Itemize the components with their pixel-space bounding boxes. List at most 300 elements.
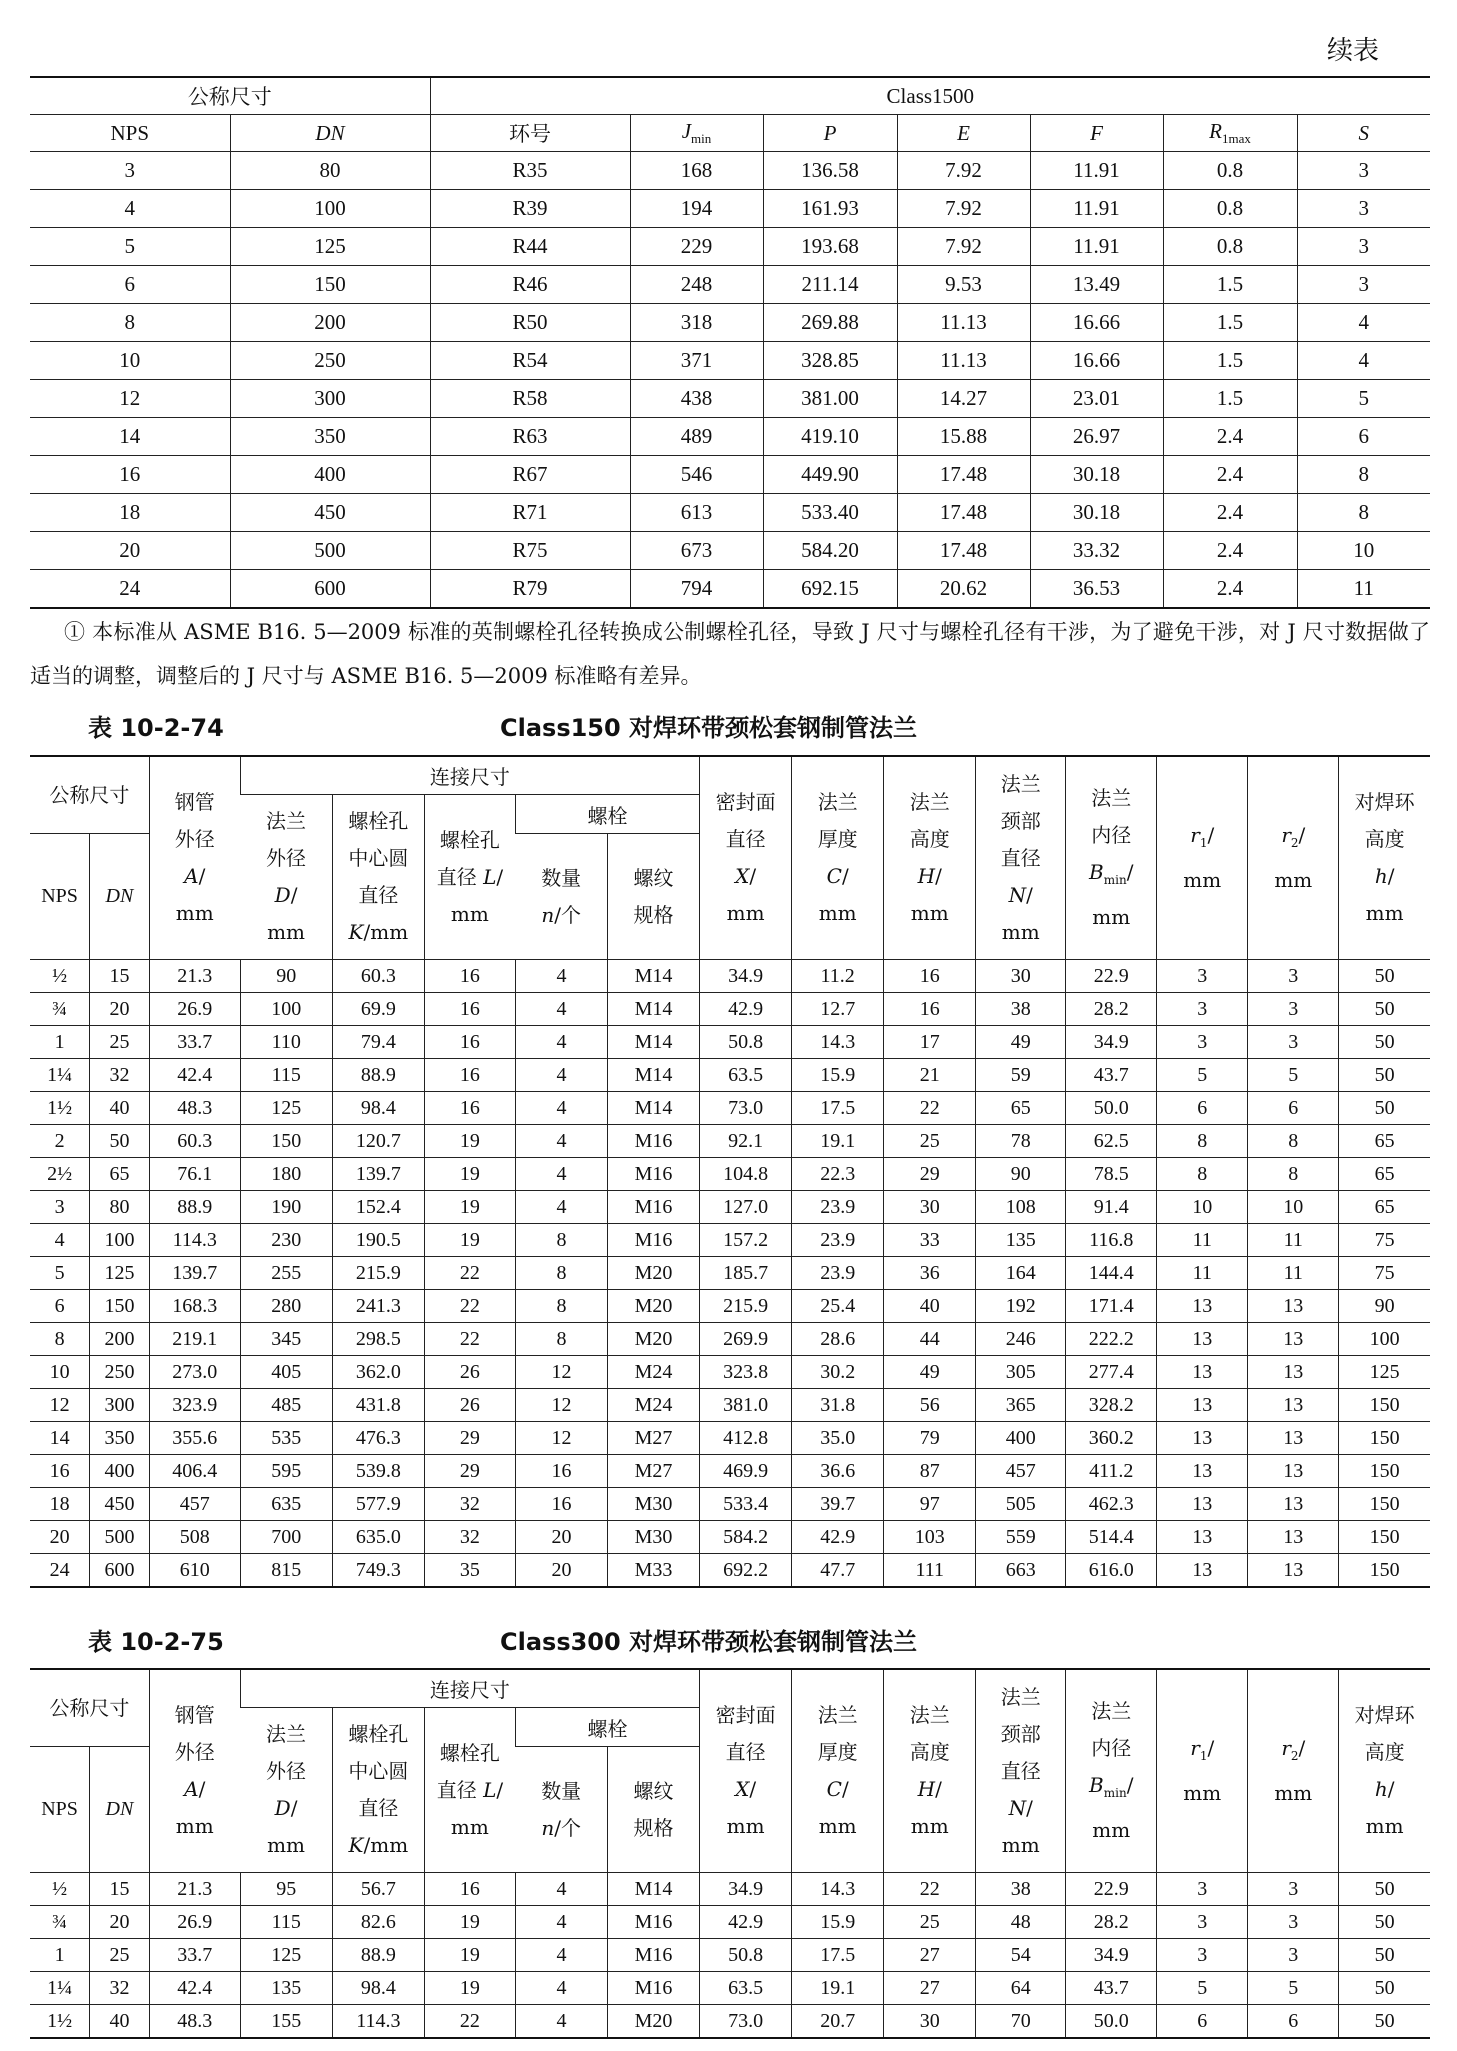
table-cell: 8 [1248,1158,1339,1191]
table-cell: M24 [607,1356,699,1389]
table-cell: 6 [1248,1092,1339,1125]
table-cell: 749.3 [332,1554,424,1588]
table-cell: M27 [607,1422,699,1455]
header-dn: DN [90,1747,150,1873]
table-cell: 17.5 [792,1939,884,1972]
table-cell: 63.5 [700,1972,792,2005]
header-neck: 法兰 颈部 直径 N/ mm [976,756,1066,960]
header-e: E [897,115,1030,152]
table-row [30,494,1430,532]
table-cell: 2.4 [1163,418,1297,456]
table-cell: 29 [424,1422,515,1455]
table-cell: ½ [30,1873,90,1906]
table-cell: M14 [607,1092,699,1125]
table-cell: 6 [1248,2005,1339,2039]
table-cell: 60.3 [332,960,424,993]
table-cell: 11.13 [897,304,1030,342]
table-cell: 305 [976,1356,1066,1389]
class1500-table [30,76,1430,609]
table-cell: 3 [1157,960,1248,993]
table-cell: 663 [976,1554,1066,1588]
table-cell: 8 [1297,456,1430,494]
table-cell: 350 [90,1422,150,1455]
table-cell: 3 [1248,960,1339,993]
table-cell: 11.91 [1030,228,1163,266]
header-seal-face: 密封面 直径 X/ mm [700,1669,792,1873]
table-cell: 16 [424,960,515,993]
table-cell: 13 [1248,1290,1339,1323]
table-cell: 13 [1248,1422,1339,1455]
table-cell: 500 [230,532,430,570]
header-bolt-qty: 数量 n/个 [515,1747,607,1873]
table-cell: ¾ [30,993,90,1026]
table-cell: 345 [240,1323,332,1356]
header-bolt-hole: 螺栓孔 直径 L/ mm [424,795,515,960]
table-cell: M16 [607,1906,699,1939]
table-cell: 171.4 [1066,1290,1157,1323]
table-cell: M20 [607,1257,699,1290]
table-cell: 500 [90,1521,150,1554]
table-cell: 180 [240,1158,332,1191]
table-number: 表 10-2-74 [88,714,224,742]
header-thickness: 法兰 厚度 C/ mm [792,756,884,960]
table-cell: 20 [30,1521,90,1554]
table-cell: 1 [30,1939,90,1972]
header-bolt: 螺栓 [515,1708,699,1747]
table-cell: 8 [1157,1125,1248,1158]
table-cell: R58 [430,380,630,418]
header-pipe-od: 钢管 外径 A/ mm [149,756,240,960]
table-cell: 16 [424,1092,515,1125]
table-row [30,1356,1430,1389]
table-cell: 616.0 [1066,1554,1157,1588]
header-seal-face: 密封面 直径 X/ mm [700,756,792,960]
table-cell: 222.2 [1066,1323,1157,1356]
table-cell: 230 [240,1224,332,1257]
table-cell: 600 [230,570,430,609]
table-cell: 10 [1248,1191,1339,1224]
table-row [30,1488,1430,1521]
table-cell: 610 [149,1554,240,1588]
table-cell: 8 [1297,494,1430,532]
table-cell: 16 [424,1873,515,1906]
table-cell: M20 [607,1323,699,1356]
table-cell: 2 [30,1125,90,1158]
table-cell: 200 [230,304,430,342]
table-cell: 23.9 [792,1224,884,1257]
table-cell: 25 [90,1026,150,1059]
table-row [30,304,1430,342]
table-cell: 135 [240,1972,332,2005]
table-cell: 34.9 [1066,1026,1157,1059]
table-cell: 20 [515,1554,607,1588]
table-cell: 157.2 [700,1224,792,1257]
table-cell: 365 [976,1389,1066,1422]
table-cell: 12 [30,380,230,418]
table-cell: R39 [430,190,630,228]
class1500-table-body [30,152,1430,609]
header-thread: 螺纹 规格 [607,1747,699,1873]
table-cell: 15 [90,1873,150,1906]
table-cell: 32 [424,1521,515,1554]
header-height: 法兰 高度 H/ mm [884,1669,976,1873]
table-cell: 150 [1339,1422,1430,1455]
table-cell: 36.53 [1030,570,1163,609]
table-cell: 4 [515,2005,607,2039]
table-cell: 19.1 [792,1972,884,2005]
table-cell: 381.0 [700,1389,792,1422]
table-cell: 22 [424,2005,515,2039]
table-cell: M33 [607,1554,699,1588]
table-cell: 17.48 [897,532,1030,570]
table-cell: 23.01 [1030,380,1163,418]
table-cell: 20 [515,1521,607,1554]
table-cell: 17 [884,1026,976,1059]
table-cell: 14.27 [897,380,1030,418]
table-cell: 300 [90,1389,150,1422]
table-cell: 8 [1248,1125,1339,1158]
table-cell: 12 [515,1389,607,1422]
table-cell: 27 [884,1939,976,1972]
table-cell: 100 [90,1224,150,1257]
header-bolt-circle: 螺栓孔 中心圆 直径 K/mm [332,1708,424,1873]
table-cell: 13 [1157,1455,1248,1488]
table-cell: 438 [630,380,763,418]
header-bolt-hole: 螺栓孔 直径 L/ mm [424,1708,515,1873]
table-cell: 412.8 [700,1422,792,1455]
table-cell: 98.4 [332,1092,424,1125]
table-cell: 449.90 [763,456,897,494]
table-cell: 3 [1297,190,1430,228]
table-row [30,1455,1430,1488]
table-cell: 6 [1157,2005,1248,2039]
table-cell: 273.0 [149,1356,240,1389]
table-cell: 11 [1248,1257,1339,1290]
table-cell: 29 [884,1158,976,1191]
table-cell: R54 [430,342,630,380]
table-cell: 80 [230,152,430,190]
table-cell: 514.4 [1066,1521,1157,1554]
table-cell: 30 [884,1191,976,1224]
table-cell: 150 [240,1125,332,1158]
table-cell: 25.4 [792,1290,884,1323]
table-cell: 4 [515,1972,607,2005]
table-cell: 82.6 [332,1906,424,1939]
table-cell: 692.2 [700,1554,792,1588]
table-cell: 1¼ [30,1059,90,1092]
table-cell: 50 [1339,1026,1430,1059]
table-cell: 4 [515,1873,607,1906]
header-r1max: $R_{1max}$ [1163,115,1297,152]
table-cell: 5 [30,228,230,266]
table-cell: 64 [976,1972,1066,2005]
table-cell: M27 [607,1455,699,1488]
table-cell: 2.4 [1163,456,1297,494]
table-cell: 1¼ [30,1972,90,2005]
table-cell: 3 [1297,228,1430,266]
table-cell: 22 [424,1290,515,1323]
table-row [30,1906,1430,1939]
table-cell: 19.1 [792,1125,884,1158]
table-cell: R44 [430,228,630,266]
table-cell: 18 [30,494,230,532]
table-cell: M16 [607,1939,699,1972]
table-cell: 50 [90,1125,150,1158]
table-cell: 5 [1248,1972,1339,2005]
table-cell: 298.5 [332,1323,424,1356]
table-cell: 300 [230,380,430,418]
table-cell: 150 [1339,1455,1430,1488]
table-cell: 4 [515,1158,607,1191]
table-cell: 34.9 [700,960,792,993]
table-cell: 30 [976,960,1066,993]
table-cell: 43.7 [1066,1972,1157,2005]
table-cell: 16.66 [1030,304,1163,342]
table-cell: 50 [1339,1972,1430,2005]
table-cell: 355.6 [149,1422,240,1455]
table-cell: 1.5 [1163,266,1297,304]
table-cell: 469.9 [700,1455,792,1488]
table-cell: 40 [90,1092,150,1125]
table-cell: 13 [1248,1455,1339,1488]
table-cell: 11 [1248,1224,1339,1257]
table-cell: 1.5 [1163,380,1297,418]
table-cell: 12.7 [792,993,884,1026]
table-cell: 33 [884,1224,976,1257]
table-cell: 42.4 [149,1972,240,2005]
table-cell: 125 [1339,1356,1430,1389]
table-row [30,1389,1430,1422]
table-cell: 63.5 [700,1059,792,1092]
table-row [30,1939,1430,1972]
table-number: 表 10-2-75 [88,1628,224,1656]
table-cell: 577.9 [332,1488,424,1521]
table-cell: 78 [976,1125,1066,1158]
table-cell: 161.93 [763,190,897,228]
header-inner: 法兰 内径 $B_{min}/$ mm [1066,756,1157,960]
table-cell: 40 [884,1290,976,1323]
table-cell: 50.0 [1066,2005,1157,2039]
table-cell: 30.18 [1030,494,1163,532]
table-cell: 2.4 [1163,494,1297,532]
table-cell: 11 [1157,1224,1248,1257]
table-cell: 19 [424,1906,515,1939]
table-cell: 65 [976,1092,1066,1125]
table-cell: 150 [1339,1554,1430,1588]
table-cell: 26 [424,1356,515,1389]
table-cell: 15.9 [792,1906,884,1939]
table-cell: 100 [230,190,430,228]
table-cell: 97 [884,1488,976,1521]
table-cell: R63 [430,418,630,456]
table-cell: 31.8 [792,1389,884,1422]
table-cell: 100 [1339,1323,1430,1356]
table-cell: 450 [90,1488,150,1521]
table-cell: 635 [240,1488,332,1521]
table-cell: M24 [607,1389,699,1422]
header-dn: DN [90,834,150,960]
table-cell: 168.3 [149,1290,240,1323]
header-flange-od: 法兰 外径 D/ mm [240,795,332,960]
table-cell: 328.2 [1066,1389,1157,1422]
table-row [30,1521,1430,1554]
table-cell: M14 [607,1873,699,1906]
table-cell: 8 [1157,1158,1248,1191]
table-cell: R71 [430,494,630,532]
table-row [30,1554,1430,1588]
table-cell: 269.9 [700,1323,792,1356]
table-cell: 14 [30,418,230,456]
table-row [30,418,1430,456]
table-cell: 26 [424,1389,515,1422]
footnote: ① 本标准从 ASME B16. 5—2009 标准的英制螺栓孔径转换成公制螺栓孔径，导致 J 尺寸与螺栓孔径有干涉，为了避免干涉，对 J 尺寸数据做了适当的调整，调整后的 J 尺寸与 ASME B16. 5—2009 标准略有差异。 [30,620,1430,688]
table-cell: 47.7 [792,1554,884,1588]
table-cell: 59 [976,1059,1066,1092]
table-cell: 115 [240,1906,332,1939]
table-cell: 21 [884,1059,976,1092]
header-nps: NPS [30,115,230,152]
table-cell: 22.9 [1066,1873,1157,1906]
table-cell: 450 [230,494,430,532]
table-cell: 35.0 [792,1422,884,1455]
table-cell: 34.9 [1066,1939,1157,1972]
table-cell: 12 [515,1422,607,1455]
table-cell: 255 [240,1257,332,1290]
table-cell: 8 [515,1323,607,1356]
header-connection: 连接尺寸 [240,756,699,795]
table-cell: 28.2 [1066,993,1157,1026]
table-cell: 98.4 [332,1972,424,2005]
table-cell: 13.49 [1030,266,1163,304]
table-cell: 69.9 [332,993,424,1026]
table-cell: 125 [240,1939,332,1972]
table-cell: 100 [240,993,332,1026]
table-cell: 280 [240,1290,332,1323]
table-cell: 546 [630,456,763,494]
table-cell: 5 [1248,1059,1339,1092]
header-connection: 连接尺寸 [240,1669,699,1708]
table-cell: M30 [607,1488,699,1521]
table-cell: 150 [1339,1521,1430,1554]
table-cell: 16 [515,1455,607,1488]
header-nps: NPS [30,1747,90,1873]
table-cell: 65 [1339,1191,1430,1224]
table-cell: 7.92 [897,228,1030,266]
table-cell: 269.88 [763,304,897,342]
header-f: F [1030,115,1163,152]
table-cell: 32 [90,1972,150,2005]
table-cell: M16 [607,1224,699,1257]
table-cell: 75 [1339,1257,1430,1290]
table-cell: 144.4 [1066,1257,1157,1290]
table-cell: M20 [607,2005,699,2039]
table-cell: 4 [30,190,230,228]
table-cell: 3 [1248,1939,1339,1972]
table-cell: 56.7 [332,1873,424,1906]
table-cell: M14 [607,1059,699,1092]
table-cell: 76.1 [149,1158,240,1191]
table-cell: 42.9 [700,993,792,1026]
table-cell: 185.7 [700,1257,792,1290]
table-cell: 6 [30,1290,90,1323]
table-row [30,1125,1430,1158]
table-cell: ¾ [30,1906,90,1939]
table-cell: 13 [1248,1521,1339,1554]
table-cell: 13 [1157,1422,1248,1455]
header-dn: DN [230,115,430,152]
table-cell: 114.3 [332,2005,424,2039]
table-cell: 4 [515,1906,607,1939]
header-class1500: Class1500 [430,77,1430,115]
table-cell: 19 [424,1158,515,1191]
table-cell: 8 [30,1323,90,1356]
table-row [30,1323,1430,1356]
table-cell: 125 [90,1257,150,1290]
table-cell: 400 [90,1455,150,1488]
header-bolt-circle: 螺栓孔 中心圆 直径 K/mm [332,795,424,960]
table-row [30,342,1430,380]
table-cell: 125 [240,1092,332,1125]
table-cell: 13 [1248,1488,1339,1521]
table-cell: 43.7 [1066,1059,1157,1092]
table-cell: 23.9 [792,1257,884,1290]
header-p: P [763,115,897,152]
header-r1: $r_1/$ mm [1157,756,1248,960]
table-cell: 110 [240,1026,332,1059]
table-cell: 22 [884,1873,976,1906]
table-cell: R50 [430,304,630,342]
table-cell: 3 [1157,1026,1248,1059]
header-r2: $r_2/$ mm [1248,756,1339,960]
table-cell: 539.8 [332,1455,424,1488]
table-cell: 1½ [30,2005,90,2039]
table-cell: 49 [884,1356,976,1389]
table-cell: 794 [630,570,763,609]
header-flange-od: 法兰 外径 D/ mm [240,1708,332,1873]
header-pipe-od: 钢管 外径 A/ mm [149,1669,240,1873]
table-cell: 35 [424,1554,515,1588]
table-title: Class300 对焊环带颈松套钢制管法兰 [500,1628,918,1656]
table-row [30,456,1430,494]
table-cell: 62.5 [1066,1125,1157,1158]
table-cell: 411.2 [1066,1455,1157,1488]
table-cell: 3 [1157,993,1248,1026]
table-cell: 65 [1339,1125,1430,1158]
table-cell: 23.9 [792,1191,884,1224]
table-cell: 88.9 [332,1939,424,1972]
table-cell: 3 [1157,1873,1248,1906]
table-cell: 219.1 [149,1323,240,1356]
header-thread: 螺纹 规格 [607,834,699,960]
table-cell: 190.5 [332,1224,424,1257]
table-cell: 4 [515,993,607,1026]
table-cell: 17.5 [792,1092,884,1125]
table-cell: 42.9 [700,1906,792,1939]
table-cell: 7.92 [897,152,1030,190]
table-cell: 50 [1339,1059,1430,1092]
table-cell: 152.4 [332,1191,424,1224]
table-cell: 584.20 [763,532,897,570]
table-cell: 28.6 [792,1323,884,1356]
table-cell: 120.7 [332,1125,424,1158]
table-cell: 114.3 [149,1224,240,1257]
table-cell: 489 [630,418,763,456]
table-cell: 92.1 [700,1125,792,1158]
table-cell: 87 [884,1455,976,1488]
table-cell: 11.13 [897,342,1030,380]
table-cell: 508 [149,1521,240,1554]
table-cell: 60.3 [149,1125,240,1158]
